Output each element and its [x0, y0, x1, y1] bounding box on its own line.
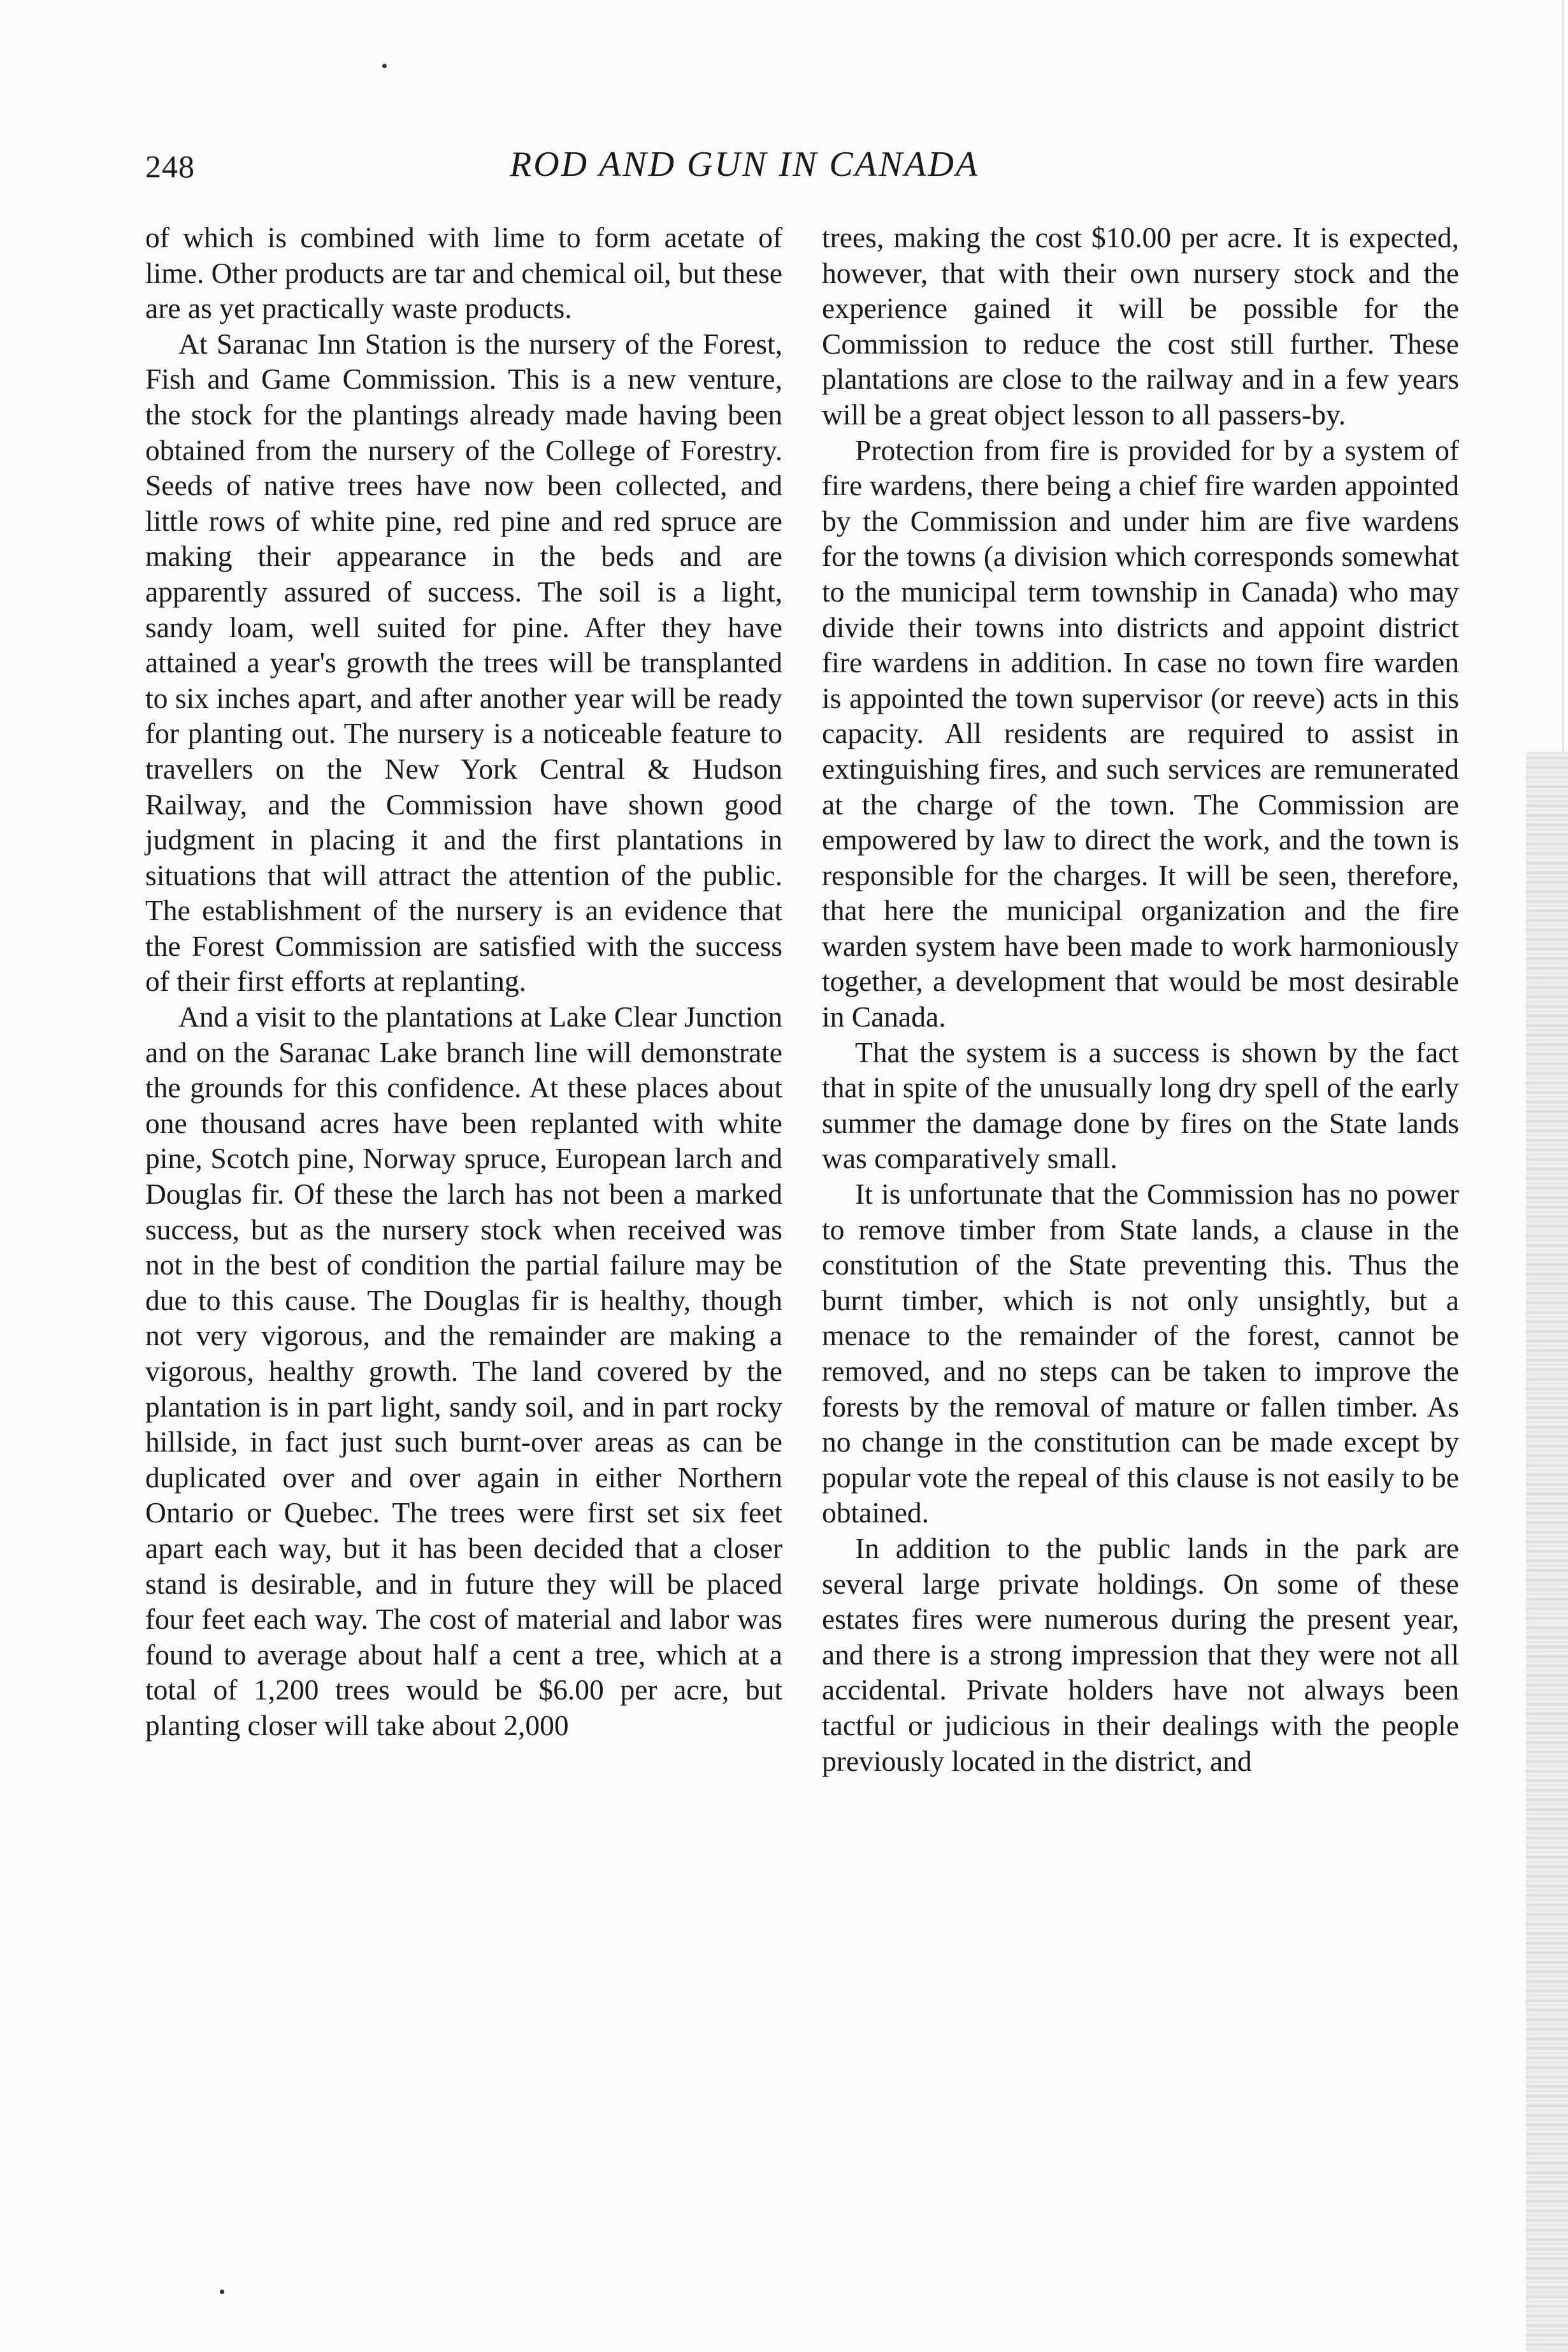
paragraph: It is unfortunate that the Commission has no power to remove timber from State lands, a clause in the constitution of the State preventing this. Thus the burnt timber, which is not only unsightly, but a menace to the remainder of the forest, cannot be removed, and no steps can be taken to improve the forests by the removal of mature or fallen timber. As no change in the constitution can be made except by popular vote the repeal of this clause is not easily to be obtained. — [822, 1178, 1459, 1529]
print-speck — [382, 64, 387, 68]
paragraph: At Saranac Inn Station is the nursery of the Forest, Fish and Game Commission. This is a new venture, the stock for the plantings already made having been obtained from the nursery of the College of Forestry. Seeds of native trees have now been collected, and little rows of white pine, red pine and red spruce are making their appearance in the beds and are apparently assured of success. The soil is a light, sandy loam, well suited for pine. After they have attained a year's growth the trees will be transplanted to six inches apart, and after another year will be ready for planting out. The nursery is a noticeable feature to travellers on the New York Central & Hudson Railway, and the Commission have shown good judgment in placing it and the first plantations in situations that will attract the attention of the public. The establishment of the nursery is an evidence that the Forest Commission are satisfied with the success of their first efforts at replanting. — [145, 327, 782, 998]
running-title: ROD AND GUN IN CANADA — [510, 145, 980, 184]
right-column — [822, 220, 1459, 1778]
paragraph: of which is combined with lime to form acetate of lime. Other products are tar and chemical oil, but these are as yet practically waste products. — [145, 221, 782, 325]
paragraph: Protection from fire is provided for by a system of fire wardens, there being a chief fire warden appointed by the Commission and under him are five wardens for the towns (a division which corresponds somewhat to the municipal term township in Canada) who may divide their towns into districts and appoint district fire wardens in addition. In case no town fire warden is appointed the town supervisor (or reeve) acts in this capacity. All residents are required to assist in extinguishing fires, and such services are remunerated at the charge of the town. The Commission are empowered by law to direct the work, and the town is responsible for the charges. It will be seen, therefore, that here the municipal organization and the fire warden system have been made to work harmoniously together, a development that would be most desirable in Canada. — [822, 433, 1459, 1034]
page-number: 248 — [145, 148, 195, 184]
page-edge-line — [1562, 0, 1564, 752]
paragraph: trees, making the cost $10.00 per acre. It is expected, however, that with their own nursery stock and the experience gained it will be possible for the Commission to reduce the cost still further. These plantations are close to the railway and in a few years will be a great object lesson to all passers-by. — [822, 221, 1459, 431]
paragraph: That the system is a success is shown by the fact that in spite of the unusually long dry spell of the early summer the damage done by fires on the State lands was comparatively small. — [822, 1035, 1459, 1175]
left-column — [145, 220, 782, 1743]
print-speck — [220, 2290, 224, 2294]
page-edge-shadow — [1526, 752, 1568, 2352]
paragraph: In addition to the public lands in the park are several large private holdings. On some of these estates fires were numerous during the present year, and there is a strong impression that they were not all accidental. Private holders have not always been tactful or judicious in their dealings with the people previously located in the district, and — [822, 1531, 1459, 1777]
paragraph: And a visit to the plantations at Lake Clear Junction and on the Saranac Lake branch line will demonstrate the grounds for this confidence. At these places about one thousand acres have been replanted with white pine, Scotch pine, Norway spruce, European larch and Douglas fir. Of these the larch has not been a marked success, but as the nursery stock when received was not in the best of condition the partial failure may be due to this cause. The Douglas fir is healthy, though not very vigorous, and the remainder are making a vigorous, healthy growth. The land covered by the plantation is in part light, sandy soil, and in part rocky hillside, in fact just such burnt-over areas as can be duplicated over and over again in either Northern Ontario or Quebec. The trees were first set six feet apart each way, but it has been decided that a closer stand is desirable, and in future they will be placed four feet each way. The cost of material and labor was found to average about half a cent a tree, which at a total of 1,200 trees would be $6.00 per acre, but planting closer will take about 2,000 — [145, 1000, 782, 1742]
